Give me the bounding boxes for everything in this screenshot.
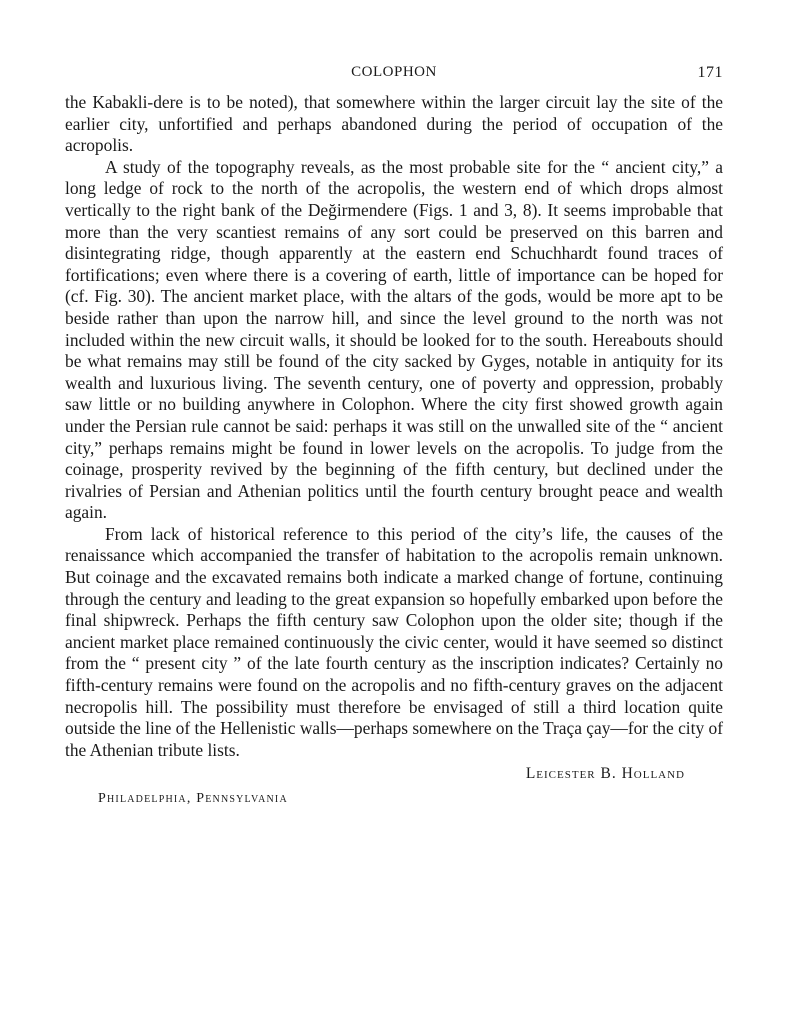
author-signature: Leicester B. Holland (525, 765, 685, 783)
article-body (65, 92, 723, 761)
running-title: COLOPHON (351, 64, 437, 80)
paragraph-renaissance: From lack of historical reference to this period of the city’s life, the causes of the renaissance which accompanied the transfer of habitation to the acropolis remain unknown. But coinage and the excavated remains both indicate a marked change of fortune, continuing through the century and leading to the great expansion so hopefully embarked upon before the final shipwreck. Perhaps the fifth century saw Colophon upon the older site; though if the ancient market place remained continuously the civic center, would it have seemed so distinct from the “ present city ” of the late fourth century as the inscription indicates? Certainly no fifth-century remains were found on the acropolis and no fifth-century graves on the adjacent necropolis hill. The possibility must therefore be envisaged of still a third location quite outside the line of the Hellenistic walls—perhaps somewhere on the Traça çay—for the city of the Athenian tribute lists. (65, 523, 723, 760)
paragraph-continued: the Kabakli-dere is to be noted), that somewhere within the larger circuit lay the site of the earlier city, unfortified and perhaps abandoned during the period of occupation of the acropolis. (65, 92, 723, 156)
page-number: 171 (697, 64, 723, 81)
paragraph-topography: A study of the topography reveals, as the most probable site for the “ ancient city,” a long ledge of rock to the north of the acropolis, the western end of which drops almost vertically to the right bank of the Değirmendere (Figs. 1 and 3, 8). It seems improbable that more than the very scantiest remains of any sort could be preserved on this barren and disintegrating ridge, though apparently at the eastern end Schuchhardt found traces of fortifications; even where there is a covering of earth, little of importance can be hoped for (cf. Fig. 30). The ancient market place, with the altars of the gods, would be more apt to be beside rather than upon the narrow hill, and since the level ground to the north was not included within the new circuit walls, it should be looked for to the south. Hereabouts should be what remains may still be found of the city sacked by Gyges, notable in antiquity for its wealth and luxurious living. The seventh century, one of poverty and oppression, probably saw little or no building anywhere in Colophon. Where the city first showed growth again under the Persian rule cannot be said: perhaps it was still on the unwalled site of the “ ancient city,” perhaps remains might be found in lower levels on the acropolis. To judge from the coinage, prosperity revived by the beginning of the fifth century, but declined under the rivalries of Persian and Athenian politics until the fourth century brought peace and wealth again. (65, 156, 723, 523)
running-head (65, 60, 723, 86)
page (65, 60, 723, 807)
author-location: Philadelphia, Pennsylvania (98, 791, 288, 807)
